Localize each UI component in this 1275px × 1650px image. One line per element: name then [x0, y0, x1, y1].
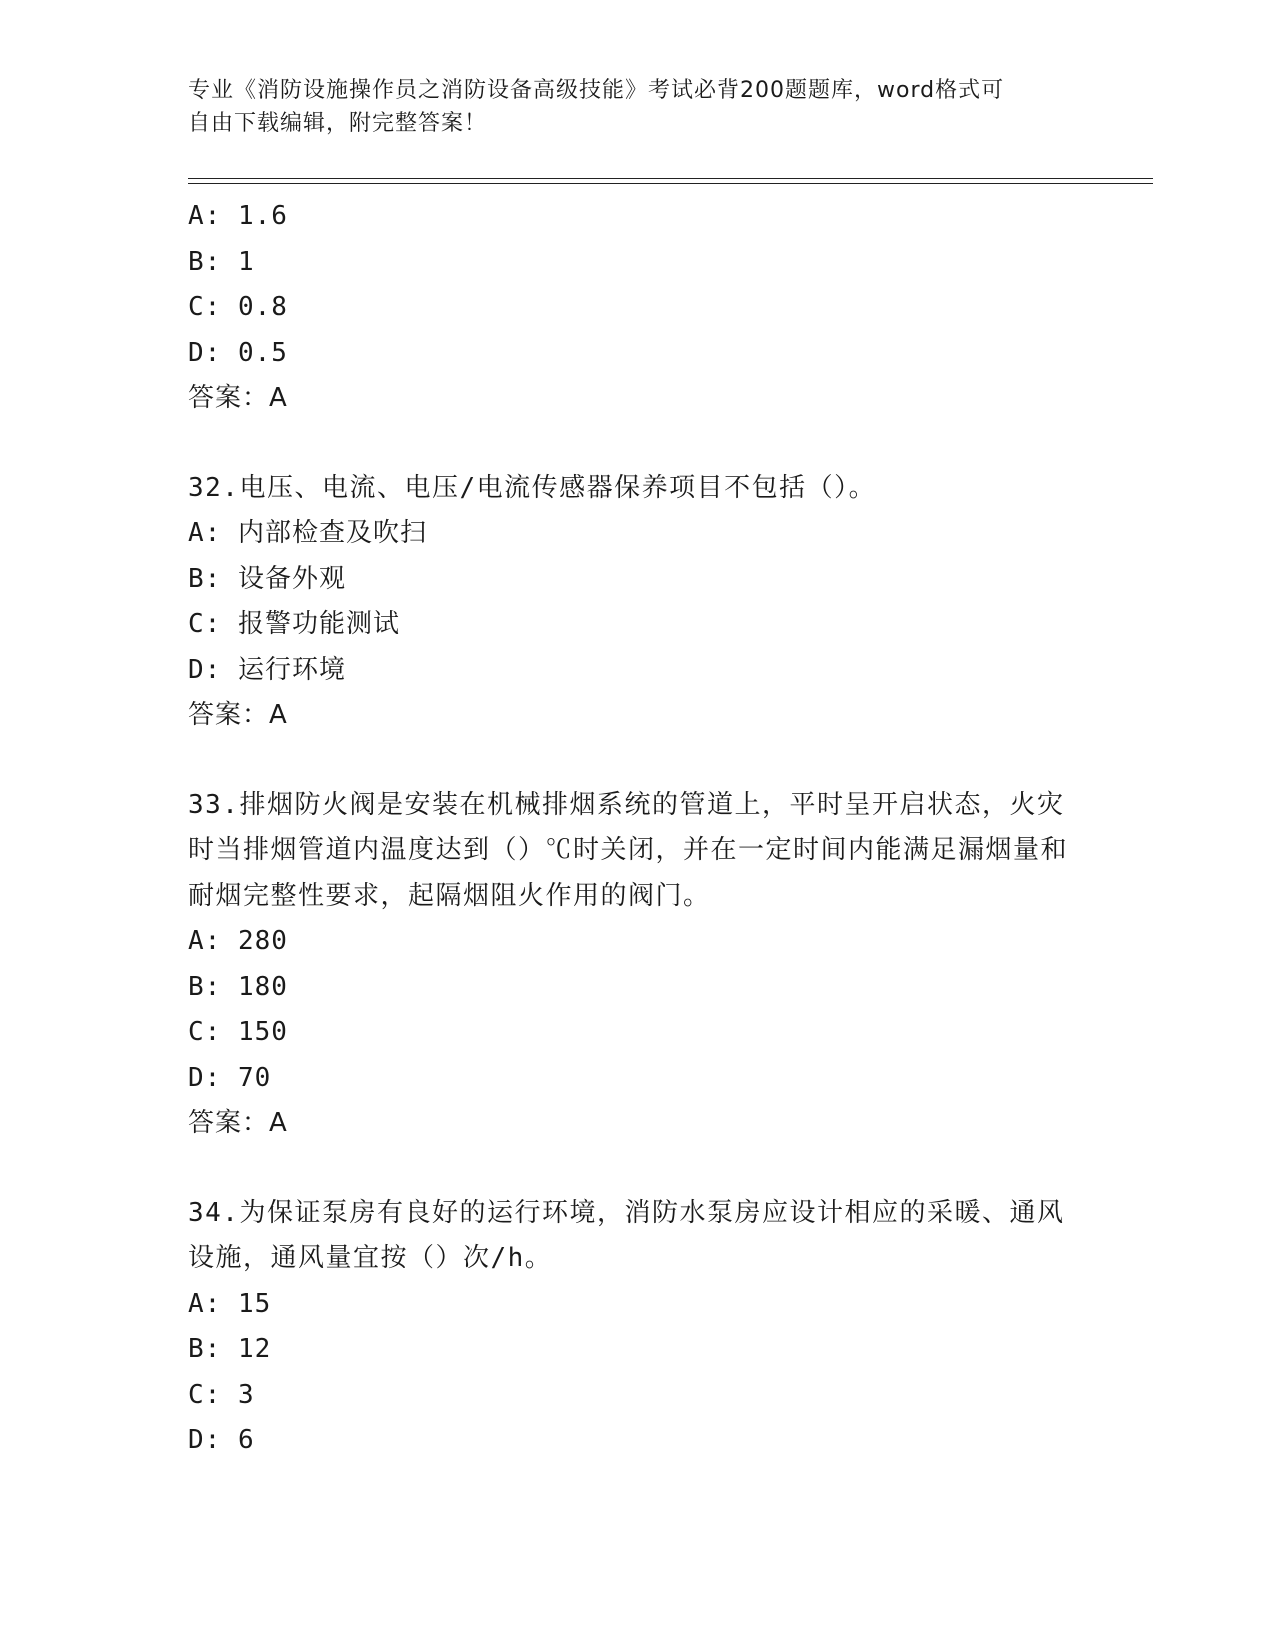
option-a: A: 内部检查及吹扫 [188, 518, 427, 548]
header-divider-bottom [188, 183, 1153, 184]
option-b: B: 设备外观 [188, 563, 346, 594]
header-line-1: 专业《消防设施操作员之消防设备高级技能》考试必背200题题库，word格式可 [188, 78, 1005, 103]
header-divider-top [188, 178, 1153, 179]
option-d: D: 0.5 [188, 337, 288, 368]
option-c: C: 0.8 [188, 292, 288, 322]
spacer [188, 1147, 1088, 1191]
option-a: A: 15 [188, 1288, 272, 1319]
option-c: C: 3 [188, 1379, 255, 1410]
option-b: B: 1 [188, 246, 255, 277]
option-c: C: 150 [188, 1017, 288, 1047]
answer: 答案：A [188, 700, 288, 730]
header-line-2: 自由下载编辑，附完整答案！ [188, 111, 488, 136]
answer: 答案：A [188, 1108, 288, 1138]
option-a: A: 280 [188, 926, 288, 956]
spacer [188, 422, 1088, 466]
option-b: B: 180 [188, 971, 288, 1002]
question-text: 32.电压、电流、电压/电流传感器保养项目不包括（）。 [188, 472, 877, 503]
spacer [188, 739, 1088, 783]
option-d: D: 运行环境 [188, 654, 346, 685]
option-d: D: 70 [188, 1062, 272, 1093]
option-b: B: 12 [188, 1334, 272, 1364]
option-c: C: 报警功能测试 [188, 609, 400, 639]
question-list [188, 194, 1088, 1464]
option-a: A: 1.6 [188, 201, 288, 231]
page-header [188, 74, 1088, 140]
answer: 答案：A [188, 383, 288, 413]
question-text: 33.排烟防火阀是安装在机械排烟系统的管道上，平时呈开启状态，火灾时当排烟管道内温度达到（）℃时关闭，并在一定时间内能满足漏烟量和耐烟完整性要求，起隔烟阻火作用的阀门。 [188, 789, 1069, 911]
option-d: D: 6 [188, 1425, 255, 1455]
question-text: 34.为保证泵房有良好的运行环境，消防水泵房应设计相应的采暖、通风设施，通风量宜按（）次/h。 [188, 1197, 1065, 1273]
question-34 [188, 1191, 1088, 1464]
question-31 [188, 194, 1088, 422]
question-32 [188, 466, 1088, 739]
question-33 [188, 783, 1088, 1147]
